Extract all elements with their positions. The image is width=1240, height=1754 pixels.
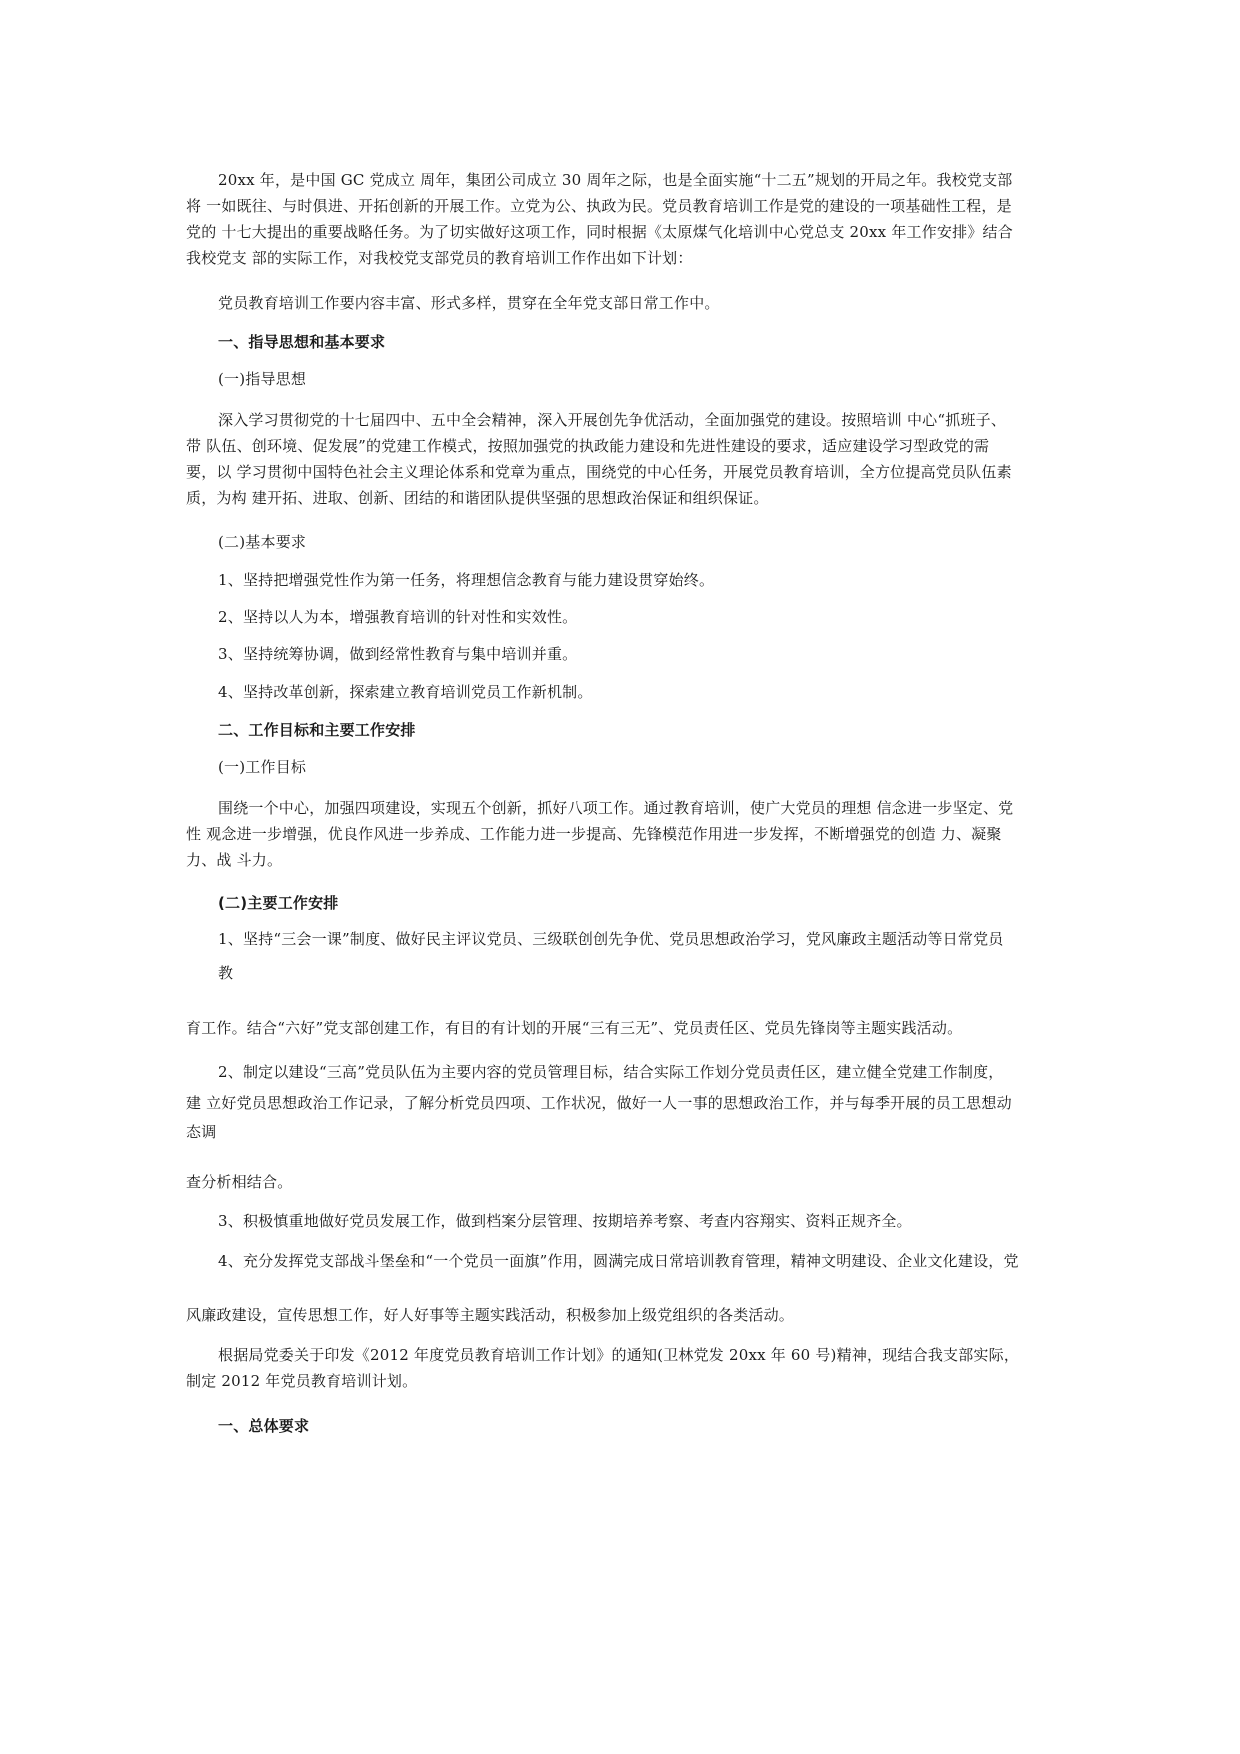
text-line: 根据局党委关于印发《2012 年度党员教育培训工作计划》的通知(卫林党发 20xx 年 60 号)精神，现结合我支部实际， xyxy=(218,1346,1020,1364)
list-item: 1、坚持把增强党性作为第一任务，将理想信念教育与能力建设贯穿始终。 xyxy=(218,571,715,589)
list-item: 3、积极慎重地做好党员发展工作，做到档案分层管理、按期培养考察、考查内容翔实、资料正规齐全。 xyxy=(218,1212,912,1230)
section-heading: 二、工作目标和主要工作安排 xyxy=(218,721,416,739)
text-line: 质，为构 建开拓、进取、创新、团结的和谐团队提供坚强的思想政治保证和组织保证。 xyxy=(186,489,769,507)
text-line: 力、战 斗力。 xyxy=(186,851,283,869)
text-line: 20xx 年，是中国 GC 党成立 周年，集团公司成立 30 周年之际，也是全面实施“十二五”规划的开局之年。我校党支部 xyxy=(218,171,1013,189)
text-line: 性 观念进一步增强，优良作风进一步养成、工作能力进一步提高、先锋模范作用进一步发挥，不断增强党的创造 力、凝聚 xyxy=(186,825,1002,843)
text-line: 建 立好党员思想政治工作记录，了解分析党员四项、工作状况，做好一人一事的思想政治工作，并与每季开展的员工思想动 xyxy=(186,1094,1012,1112)
list-item: 1、坚持“三会一课”制度、做好民主评议党员、三级联创创先争优、党员思想政治学习，党风廉政主题活动等日常党员 xyxy=(218,930,1004,948)
subsection-heading: (一)工作目标 xyxy=(218,758,307,776)
text-line: 围绕一个中心，加强四项建设，实现五个创新，抓好八项工作。通过教育培训，使广大党员的理想 信念进一步坚定、党 xyxy=(218,799,1014,817)
text-line: 风廉政建设，宣传思想工作，好人好事等主题实践活动，积极参加上级党组织的各类活动。 xyxy=(186,1306,795,1324)
section-heading: 一、总体要求 xyxy=(218,1417,310,1435)
text-line: 查分析相结合。 xyxy=(186,1173,293,1191)
text-line: 态调 xyxy=(186,1123,217,1141)
list-item: 2、坚持以人为本，增强教育培训的针对性和实效性。 xyxy=(218,608,578,626)
text-line: 带 队伍、创环境、促发展”的党建工作模式，按照加强党的执政能力建设和先进性建设的要求，适应建设学习型政党的需 xyxy=(186,437,990,455)
text-line: 党的 十七大提出的重要战略任务。为了切实做好这项工作，同时根据《太原煤气化培训中心党总支 20xx 年工作安排》结合 xyxy=(186,223,1013,241)
list-item: 4、坚持改革创新，探索建立教育培训党员工作新机制。 xyxy=(218,683,593,701)
text-line: 教 xyxy=(218,964,234,982)
subsection-heading: (一)指导思想 xyxy=(218,370,307,388)
text-line: 要，以 学习贯彻中国特色社会主义理论体系和党章为重点，围绕党的中心任务，开展党员教育培训，全方位提高党员队伍素 xyxy=(186,463,1012,481)
list-item: 2、制定以建设“三高”党员队伍为主要内容的党员管理目标，结合实际工作划分党员责任区，建立健全党建工作制度， xyxy=(218,1063,1004,1081)
subsection-heading: (二)主要工作安排 xyxy=(218,894,339,912)
text-line: 育工作。结合“六好”党支部创建工作，有目的有计划的开展“三有三无”、党员责任区、党员先锋岗等主题实践活动。 xyxy=(186,1019,963,1037)
text-line: 深入学习贯彻党的十七届四中、五中全会精神，深入开展创先争优活动，全面加强党的建设。按照培训 中心“抓班子、 xyxy=(218,411,1007,429)
list-item: 4、充分发挥党支部战斗堡垒和“一个党员一面旗”作用，圆满完成日常培训教育管理，精神文明建设、企业文化建设，党 xyxy=(218,1252,1019,1270)
text-line: 制定 2012 年党员教育培训计划。 xyxy=(186,1372,418,1390)
list-item: 3、坚持统筹协调，做到经常性教育与集中培训并重。 xyxy=(218,645,578,663)
text-line: 我校党支 部的实际工作，对我校党支部党员的教育培训工作作出如下计划： xyxy=(186,249,693,267)
text-line: 党员教育培训工作要内容丰富、形式多样，贯穿在全年党支部日常工作中。 xyxy=(218,294,720,312)
section-heading: 一、指导思想和基本要求 xyxy=(218,333,386,351)
subsection-heading: (二)基本要求 xyxy=(218,533,307,551)
text-line: 将 一如既往、与时俱进、开拓创新的开展工作。立党为公、执政为民。党员教育培训工作是党的建设的一项基础性工程，是 xyxy=(186,197,1012,215)
